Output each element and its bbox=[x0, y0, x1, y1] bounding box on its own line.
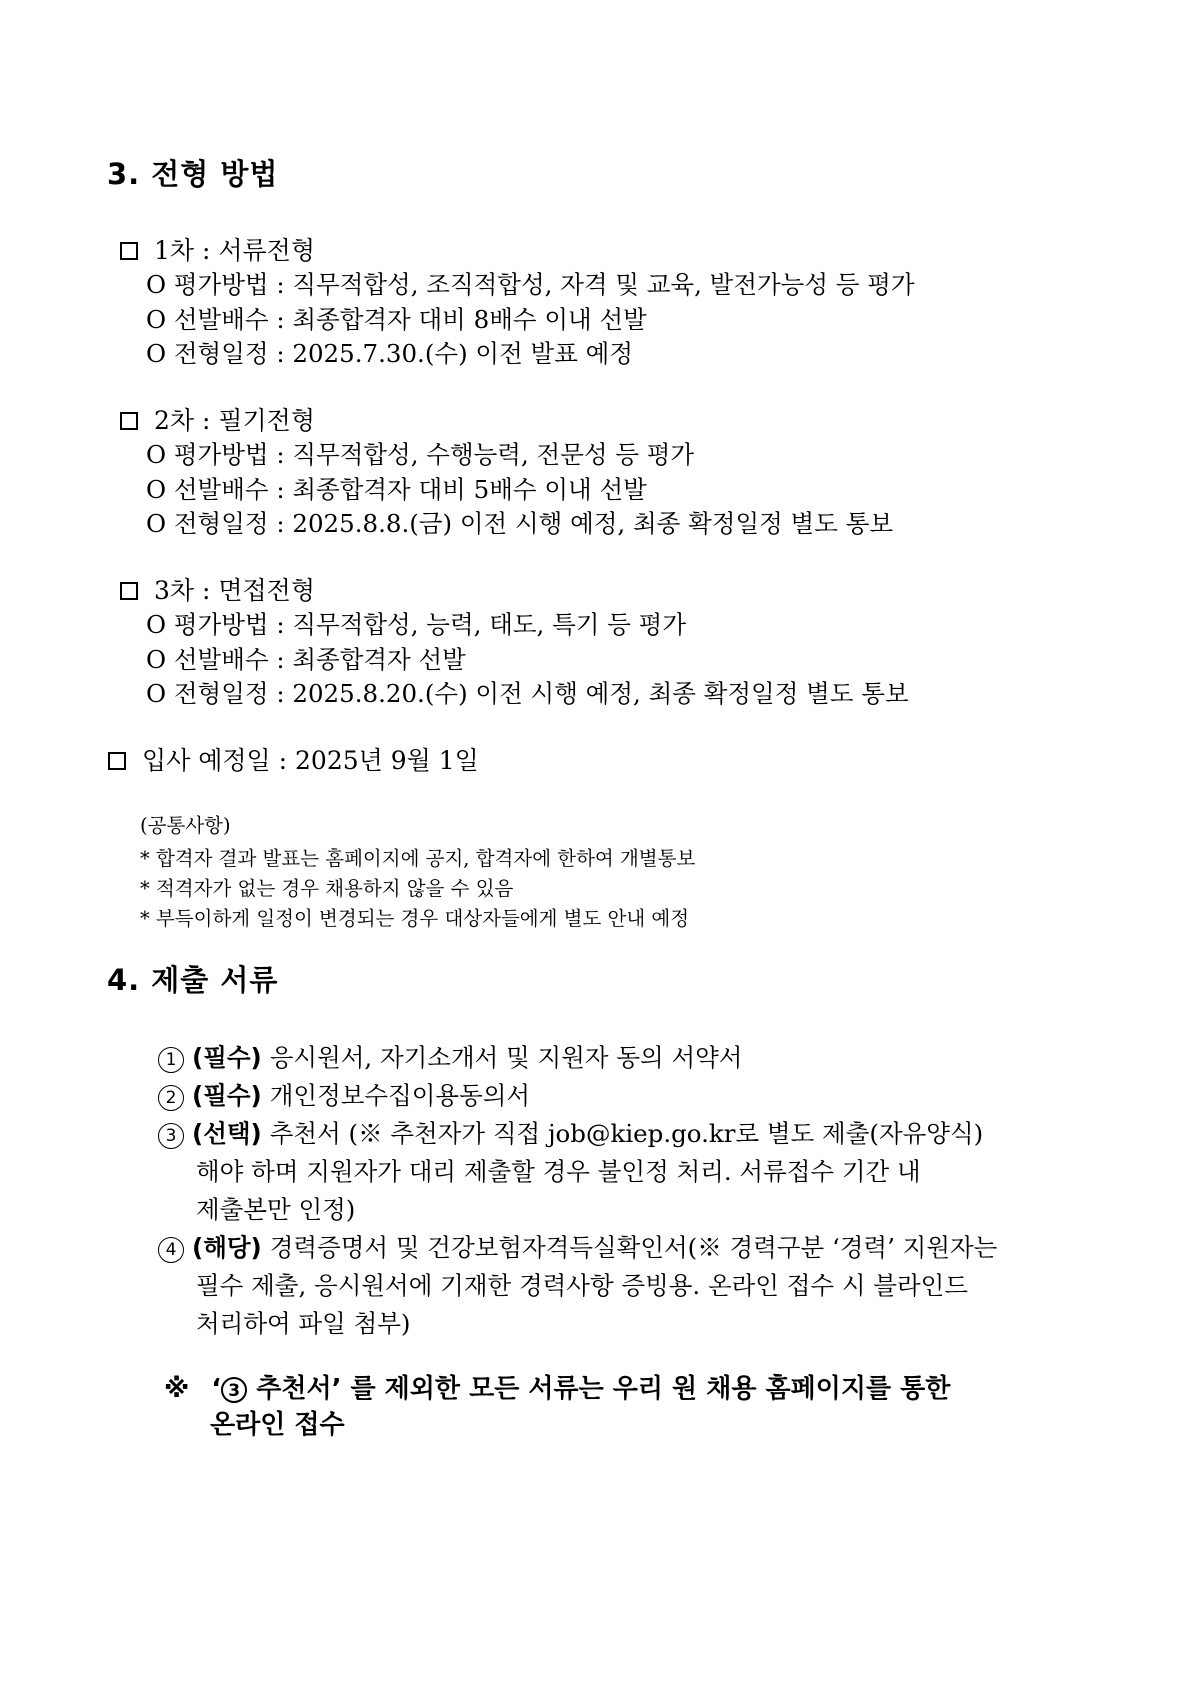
final-note-line-2: 온라인 접수 bbox=[210, 1410, 345, 1440]
stage-2-label bbox=[120, 401, 315, 437]
final-note-line-1 bbox=[164, 1368, 950, 1405]
checkbox-square-icon bbox=[108, 752, 126, 770]
document-item-4 bbox=[158, 1229, 997, 1264]
document-tag: (필수) bbox=[192, 1081, 262, 1110]
circled-number-icon: 3 bbox=[158, 1123, 184, 1149]
stage-3-item-method: O 평가방법 : 직무적합성, 능력, 태도, 특기 등 평가 bbox=[146, 610, 687, 639]
reference-mark: ※ bbox=[164, 1374, 190, 1404]
document-item-3-line-3: 제출본만 인정) bbox=[196, 1195, 356, 1224]
checkbox-square-icon bbox=[120, 412, 138, 430]
document-text: 추천서 (※ 추천자가 직접 job@kiep.go.kr로 별도 제출(자유양식) bbox=[269, 1119, 984, 1148]
final-note-quote-open: ‘ bbox=[211, 1374, 222, 1404]
document-text: 응시원서, 자기소개서 및 지원자 동의 서약서 bbox=[269, 1043, 743, 1072]
common-note-3: * 부득이하게 일정이 변경되는 경우 대상자들에게 별도 안내 예정 bbox=[140, 907, 690, 930]
stage-2-item-ratio: O 선발배수 : 최종합격자 대비 5배수 이내 선발 bbox=[146, 475, 647, 504]
stage-2-label-text: 2차 : 필기전형 bbox=[154, 406, 315, 435]
common-notes-title: (공통사항) bbox=[140, 814, 231, 837]
start-date-text: 입사 예정일 : 2025년 9월 1일 bbox=[142, 746, 479, 775]
stage-1-item-method: O 평가방법 : 직무적합성, 조직적합성, 자격 및 교육, 발전가능성 등 평가 bbox=[146, 270, 915, 299]
section-3-title: 3. 전형 방법 bbox=[107, 157, 279, 191]
document-item-3 bbox=[158, 1115, 983, 1150]
stage-2-item-schedule: O 전형일정 : 2025.8.8.(금) 이전 시행 예정, 최종 확정일정 별도 통보 bbox=[146, 509, 894, 538]
document-item-3-line-2: 해야 하며 지원자가 대리 제출할 경우 불인정 처리. 서류접수 기간 내 bbox=[196, 1157, 921, 1186]
final-note-quoted: 추천서’ bbox=[247, 1374, 342, 1404]
circled-number-icon: 3 bbox=[221, 1377, 247, 1403]
stage-3-label-text: 3차 : 면접전형 bbox=[154, 576, 315, 605]
document-text: 개인정보수집이용동의서 bbox=[269, 1081, 531, 1110]
stage-1-item-schedule: O 전형일정 : 2025.7.30.(수) 이전 발표 예정 bbox=[146, 339, 633, 368]
section-4-title: 4. 제출 서류 bbox=[107, 963, 279, 997]
document-tag: (필수) bbox=[192, 1043, 262, 1072]
stage-1-label-text: 1차 : 서류전형 bbox=[154, 236, 315, 265]
circled-number-icon: 2 bbox=[158, 1085, 184, 1111]
document-item-4-line-2: 필수 제출, 응시원서에 기재한 경력사항 증빙용. 온라인 접수 시 블라인드 bbox=[196, 1271, 969, 1300]
start-date bbox=[108, 741, 479, 777]
common-note-1: * 합격자 결과 발표는 홈페이지에 공지, 합격자에 한하여 개별통보 bbox=[140, 847, 696, 870]
circled-number-icon: 4 bbox=[158, 1237, 184, 1263]
stage-3-label bbox=[120, 571, 315, 607]
checkbox-square-icon bbox=[120, 242, 138, 260]
stage-1-label bbox=[120, 231, 315, 267]
document-item-1 bbox=[158, 1039, 742, 1074]
checkbox-square-icon bbox=[120, 582, 138, 600]
stage-1-item-ratio: O 선발배수 : 최종합격자 대비 8배수 이내 선발 bbox=[146, 305, 647, 334]
document-tag: (선택) bbox=[192, 1119, 262, 1148]
stage-3-item-schedule: O 전형일정 : 2025.8.20.(수) 이전 시행 예정, 최종 확정일정 별도 통보 bbox=[146, 679, 909, 708]
stage-2-item-method: O 평가방법 : 직무적합성, 수행능력, 전문성 등 평가 bbox=[146, 440, 695, 469]
document-item-4-line-3: 처리하여 파일 첨부) bbox=[196, 1309, 411, 1338]
final-note-rest: 를 제외한 모든 서류는 우리 원 채용 홈페이지를 통한 bbox=[341, 1374, 951, 1404]
common-note-2: * 적격자가 없는 경우 채용하지 않을 수 있음 bbox=[140, 877, 514, 900]
document-item-2 bbox=[158, 1077, 530, 1112]
document-tag: (해당) bbox=[192, 1233, 262, 1262]
stage-3-item-ratio: O 선발배수 : 최종합격자 선발 bbox=[146, 645, 466, 674]
circled-number-icon: 1 bbox=[158, 1047, 184, 1073]
document-text: 경력증명서 및 건강보험자격득실확인서(※ 경력구분 ‘경력’ 지원자는 bbox=[269, 1233, 998, 1262]
